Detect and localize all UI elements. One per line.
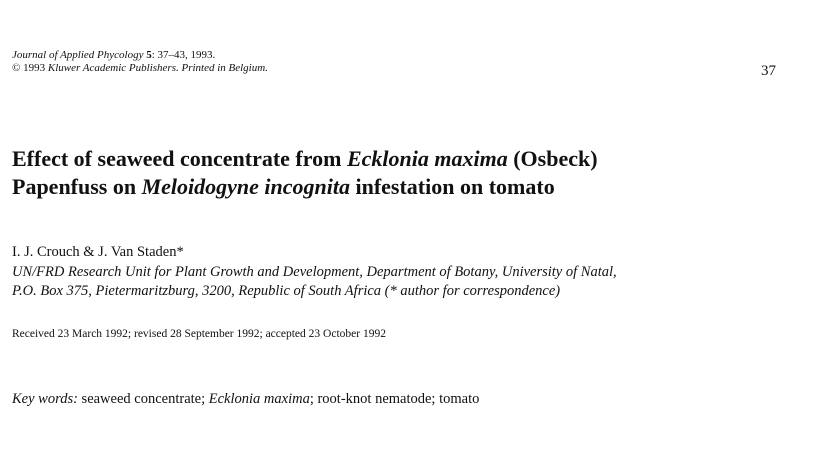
keywords-label: Key words: bbox=[12, 391, 78, 407]
journal-header bbox=[12, 49, 268, 75]
affiliation bbox=[12, 263, 617, 301]
title-part-4: infestation on tomato bbox=[349, 174, 555, 199]
received-dates: Received 23 March 1992; revised 28 September 1992; accepted 23 October 1992 bbox=[12, 328, 386, 340]
journal-volume: 5 bbox=[146, 49, 152, 61]
paper-title bbox=[12, 145, 598, 201]
journal-citation bbox=[12, 49, 268, 62]
keyword-text-2: ; root-knot nematode; tomato bbox=[309, 391, 480, 407]
copyright-prefix: © 1993 bbox=[12, 62, 48, 74]
page-number: 37 bbox=[761, 63, 776, 79]
keyword-species: Ecklonia maxima bbox=[208, 391, 310, 407]
journal-name: Journal of Applied Phycology bbox=[12, 49, 144, 61]
publisher: Kluwer Academic Publishers. Printed in Belgium. bbox=[47, 62, 268, 74]
affiliation-line-1: UN/FRD Research Unit for Plant Growth and Development, Department of Botany, University of Natal, bbox=[12, 264, 617, 280]
title-species-2: Meloidogyne incognita bbox=[141, 174, 350, 199]
title-line-1 bbox=[12, 145, 598, 173]
title-part-3: Papenfuss on bbox=[12, 174, 142, 199]
authors: I. J. Crouch & J. Van Staden* bbox=[12, 244, 184, 260]
journal-pages-year: : 37–43, 1993. bbox=[151, 49, 216, 61]
copyright-line bbox=[12, 62, 268, 75]
title-species-1: Ecklonia maxima bbox=[346, 146, 508, 171]
keyword-text-1: seaweed concentrate; bbox=[77, 391, 209, 407]
title-part-1: Effect of seaweed concentrate from bbox=[12, 146, 347, 171]
title-line-2 bbox=[12, 173, 598, 201]
title-part-2: (Osbeck) bbox=[507, 146, 598, 171]
affiliation-line-2: P.O. Box 375, Pietermaritzburg, 3200, Republic of South Africa (* author for correspondence) bbox=[12, 283, 561, 299]
keywords bbox=[12, 391, 479, 408]
